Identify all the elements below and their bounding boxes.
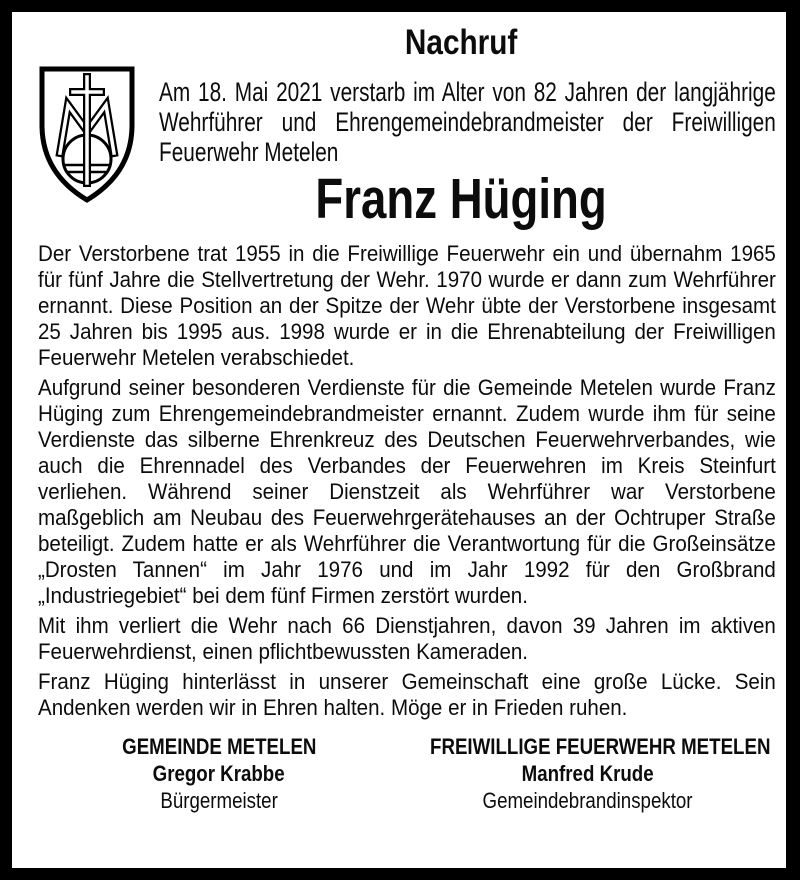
organization-name: GEMEINDE METELEN: [121, 734, 316, 759]
obituary-paragraph-farewell: Franz Hüging hinterlässt in unserer Gemeinschaft eine große Lücke. Sein Andenken werden wir in Ehren halten. Möge er in Frieden ruhen.: [38, 669, 776, 720]
signature-block: [38, 733, 776, 814]
organization-name: FREIWILLIGE FEUERWEHR METELEN: [429, 734, 771, 759]
intro-text: Am 18. Mai 2021 verstarb im Alter von 82 Jahren der langjährige Wehrführer und Ehrengemeindebrandmeister der Freiwilligen Feuerwehr Metelen: [159, 77, 776, 167]
notice-type-label: Nachruf: [404, 23, 518, 62]
coat-of-arms-icon: [37, 65, 137, 204]
signatory-role: Gemeindebrandinspektor: [482, 788, 693, 813]
notice-type-heading: [146, 25, 776, 61]
signature-right: [400, 733, 776, 814]
signatory-name: Gregor Krabbe: [152, 761, 285, 786]
signatory-role: Bürgermeister: [160, 788, 278, 813]
deceased-name-heading: [146, 169, 776, 229]
obituary-paragraph-service-years: Mit ihm verliert die Wehr nach 66 Dienstjahren, davon 39 Jahren im aktiven Feuerwehrdienst, einen pflichtbewussten Kameraden.: [38, 613, 776, 664]
signature-left: [38, 733, 400, 814]
obituary-paragraph-career: Der Verstorbene trat 1955 in die Freiwillige Feuerwehr ein und übernahm 1965 für fünf Jahre die Stellvertretung der Wehr. 1970 wurde er dann zum Wehrführer ernannt. Diese Position an der Spitze der Wehr übte der Verstorbene insgesamt 25 Jahren bis 1995 aus. 1998 wurde er in die Ehrenabteilung der Freiwilligen Feuerwehr Metelen verabschiedet.: [38, 241, 776, 370]
obituary-paragraph-honors: Aufgrund seiner besonderen Verdienste für die Gemeinde Metelen wurde Franz Hüging zum Ehrengemeindebrandmeister ernannt. Zudem wurde ihm für seine Verdienste das silberne Ehrenkreuz des Deutschen Feuerwehrverbandes, wie auch die Ehrennadel des Verbandes der Feuerwehren im Kreis Steinfurt verliehen. Während seiner Dienstzeit als Wehrführer war Verstorbene maßgeblich am Neubau des Feuerwehrgerätehauses an der Ochtruper Straße beteiligt. Zudem hatte er als Wehrführer die Verantwortung für die Großeinsätze „Drosten Tannen“ im Jahr 1976 und im Jahr 1992 für den Großbrand „Industriegebiet“ bei dem fünf Firmen zerstört wurden.: [38, 375, 776, 608]
deceased-name: Franz Hüging: [315, 167, 607, 231]
signatory-name: Manfred Krude: [521, 761, 654, 786]
obituary-body: [38, 241, 776, 721]
